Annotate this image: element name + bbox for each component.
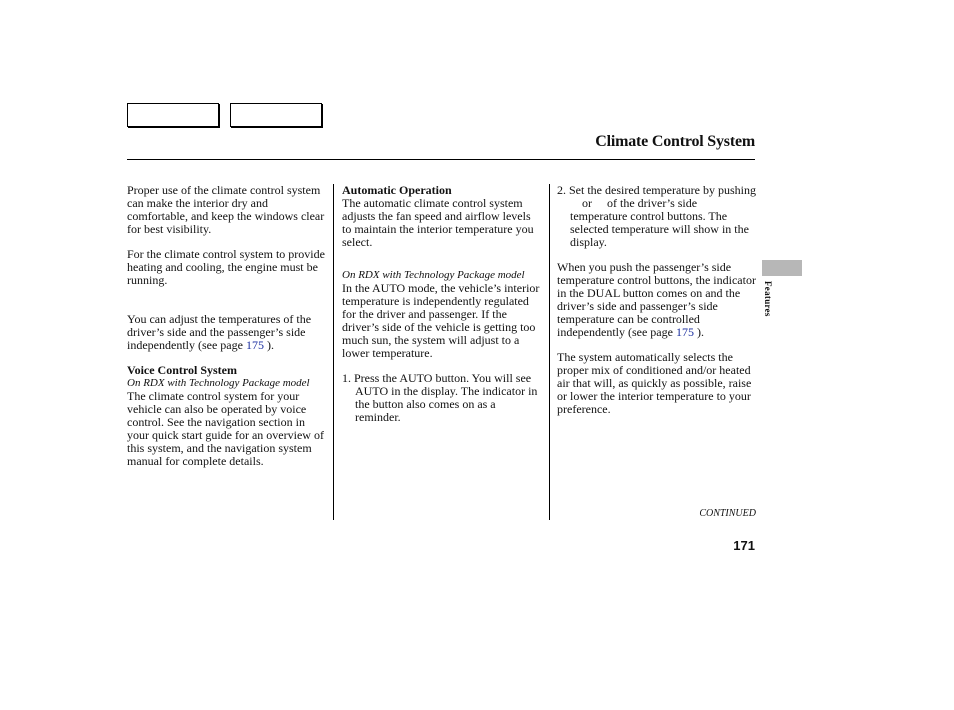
- column-1: [127, 184, 327, 468]
- auto-mode-paragraph: In the AUTO mode, the vehicle’s interior temperature is independently regulated for the driver and passenger. If the driver’s side of the vehicle is getting too much sun, the system will adjust to a lower temperature.: [342, 281, 540, 360]
- column-3: [557, 184, 757, 416]
- voice-control-body: The climate control system for your vehicle can also be operated by voice control. See the navigation section in your quick start guide for an overview of this system, and the navigation system manual for complete details.: [127, 389, 324, 468]
- column-2: [342, 184, 542, 424]
- independent-temp-paragraph: You can adjust the temperatures of the driver’s side and the passenger’s side independently (see page 175 ).: [127, 312, 312, 352]
- page-title: Climate Control System: [595, 133, 755, 150]
- section-tab: [762, 260, 802, 276]
- page-number: 171: [733, 538, 755, 553]
- step-2: 2. Set the desired temperature by pushing or of the driver’s side temperature control buttons. The selected temperature will show in the display.: [557, 183, 756, 249]
- voice-control-heading: Voice Control System: [127, 363, 237, 377]
- auto-mode-model-note: On RDX with Technology Package model: [342, 269, 525, 281]
- step-1: 1. Press the AUTO button. You will see AUTO in the display. The indicator in the button also comes on as a reminder.: [342, 371, 538, 424]
- nav-toc-button[interactable]: [230, 103, 322, 127]
- column-divider: [549, 184, 550, 520]
- automatic-operation-body: The automatic climate control system adjusts the fan speed and airflow levels to maintain the interior temperature you select.: [342, 196, 534, 249]
- continued-label: CONTINUED: [699, 508, 756, 519]
- page-175-link[interactable]: 175: [245, 338, 264, 352]
- title-rule: [127, 159, 755, 160]
- intro-paragraph: Proper use of the climate control system can make the interior dry and comfortable, and keep the windows clear for best visibility.: [127, 183, 325, 236]
- voice-control-model-note: On RDX with Technology Package model: [127, 377, 310, 389]
- page-175-link[interactable]: 175: [675, 325, 694, 339]
- engine-paragraph: For the climate control system to provide heating and cooling, the engine must be running.: [127, 247, 325, 287]
- column-divider: [333, 184, 334, 520]
- nav-main-menu-button[interactable]: [127, 103, 219, 127]
- dual-button-paragraph: When you push the passenger’s side temperature control buttons, the indicator in the DUAL button comes on and the driver’s side and passenger’s side temperature can be controlled independently (see page 175 ).: [557, 260, 756, 339]
- automatic-operation-heading: Automatic Operation: [342, 183, 452, 197]
- section-tab-label: Features: [763, 281, 773, 317]
- auto-select-paragraph: The system automatically selects the proper mix of conditioned and/or heated air that will, as quickly as possible, raise or lower the interior temperature to your preference.: [557, 350, 752, 416]
